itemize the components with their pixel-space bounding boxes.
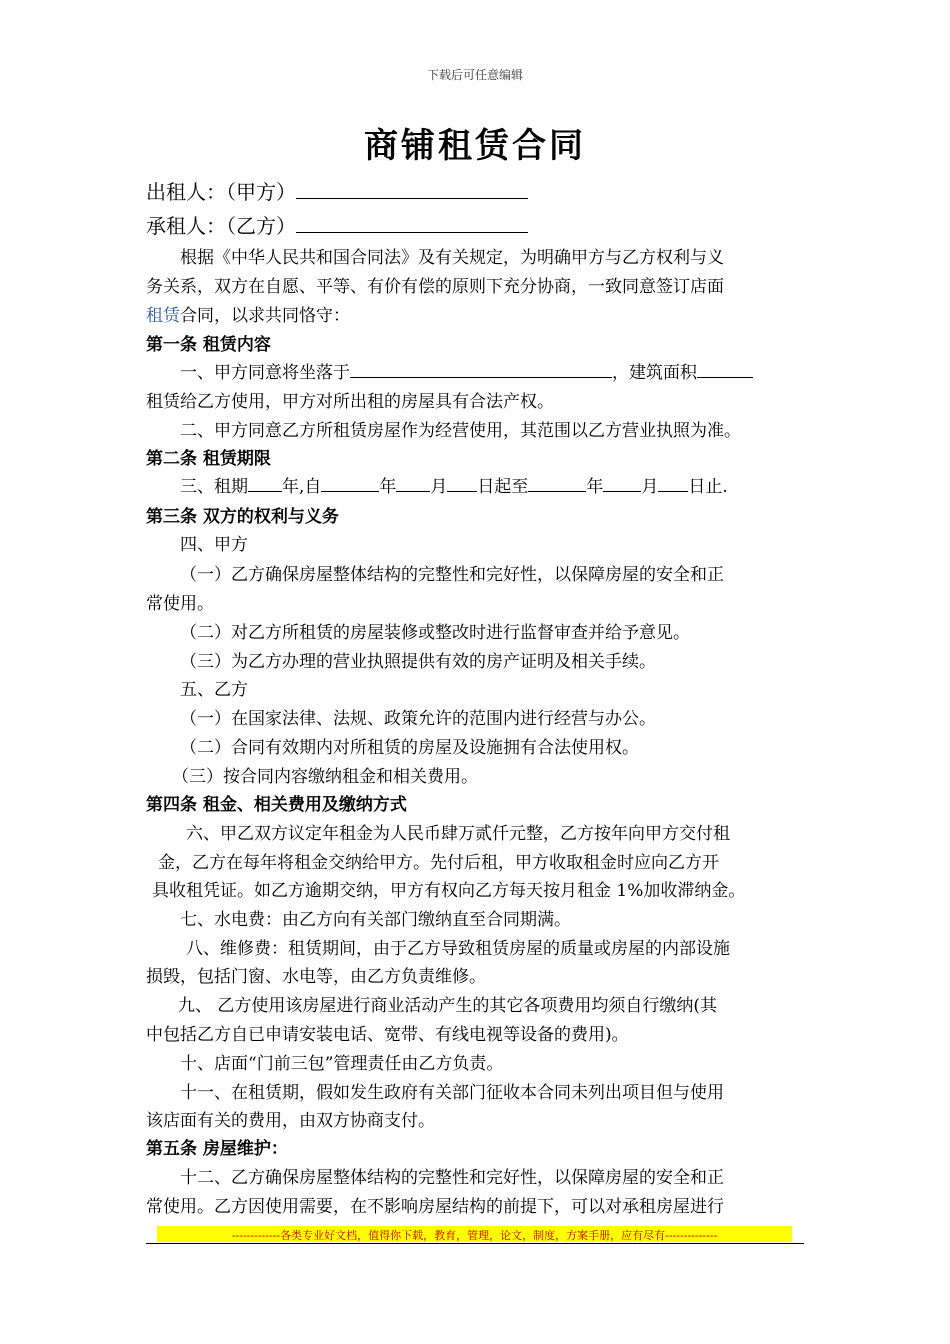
header-note: 下载后可任意编辑: [426, 68, 523, 82]
preamble-line1: 根据《中华人民共和国合同法》及有关规定，为明确甲方与乙方权利与义: [180, 248, 724, 268]
article-5-heading: 第五条 房屋维护：: [146, 1139, 288, 1159]
end-day-blank: [658, 474, 688, 492]
preamble-line2: 务关系，双方在自愿、平等、有价有偿的原则下充分协商，一致同意签订店面: [146, 277, 724, 297]
start-year-blank: [321, 474, 379, 492]
b-duty-3: （三）按合同内容缴纳租金和相关费用。: [172, 767, 478, 787]
term-label: 三、租期: [180, 477, 248, 497]
party-b-line: [146, 210, 528, 239]
clause-8-line2: 损毁，包括门窗、水电等，由乙方负责维修。: [146, 967, 486, 987]
end-year-label: 年: [586, 477, 604, 497]
article-2-heading: 第二条 租赁期限: [146, 449, 271, 469]
clause-9-line2: 中包括乙方自已申请安装电话、宽带、有线电视等设备的费用)。: [146, 1025, 629, 1045]
party-b-blank: [296, 212, 528, 233]
end-year-blank: [528, 474, 586, 492]
article-3-heading: 第三条 双方的权利与义务: [146, 507, 339, 527]
b-duty-2: （二）合同有效期内对所租赁的房屋及设施拥有合法使用权。: [180, 738, 639, 758]
start-day-label: 日起至: [477, 477, 529, 497]
lease-link[interactable]: 租赁: [146, 306, 180, 326]
end-day-label: 日止.: [688, 477, 728, 497]
a-duty-2: （二）对乙方所租赁的房屋装修或整改时进行监督审查并给予意见。: [180, 623, 690, 643]
end-month-blank: [603, 474, 641, 492]
party-a-line: [146, 176, 528, 205]
article-4-heading: 第四条 租金、相关费用及缴纳方式: [146, 795, 407, 815]
a-duty-3: （三）为乙方办理的营业执照提供有效的房产证明及相关手续。: [180, 652, 656, 672]
clause-1-line2: 租赁给乙方使用，甲方对所出租的房屋具有合法产权。: [146, 392, 554, 412]
clause-7: 七、水电费：由乙方向有关部门缴纳直至合同期满。: [180, 910, 571, 930]
party-b-duties-heading: 五、乙方: [180, 680, 248, 700]
clause-6-line2: 金，乙方在每年将租金交纳给甲方。先付后租，甲方收取租金时应向乙方开: [158, 853, 719, 873]
area-blank: [697, 360, 753, 378]
footer-banner-text: -------------各类专业好文档，值得你下载，教育，管理，论文，制度，方案手册，应有尽有--------------: [231, 1229, 718, 1242]
clause-1-mid: ，建筑面积: [612, 363, 697, 383]
party-a-label: 出租人：（甲方）: [146, 180, 296, 204]
start-year-label: 年: [379, 477, 397, 497]
start-month-blank: [396, 474, 430, 492]
clause-12-line2: 常使用。乙方因使用需要，在不影响房屋结构的前提下，可以对承租房屋进行: [146, 1197, 724, 1217]
clause-6-line3: 具收租凭证。如乙方逾期交纳，甲方有权向乙方每天按月租金 1%加收滞纳金。: [152, 881, 746, 901]
party-b-label: 承租人：（乙方）: [146, 214, 296, 238]
clause-3: [180, 472, 728, 497]
party-a-blank: [296, 178, 528, 199]
preamble-line3: [146, 301, 350, 326]
clause-6-line1: 六、甲乙双方议定年租金为人民币肆万贰仟元整，乙方按年向甲方交付租: [186, 824, 730, 844]
footer-rule: [146, 1243, 804, 1244]
a-duty-1-line1: （一）乙方确保房屋整体结构的完整性和完好性，以保障房屋的安全和正: [180, 565, 724, 585]
clause-1: [180, 358, 753, 383]
start-month-label: 月: [430, 477, 448, 497]
document-title: 商铺租赁合同: [364, 126, 586, 166]
article-1-heading: 第一条 租赁内容: [146, 335, 271, 355]
term-from: 年,自: [282, 477, 322, 497]
clause-1-start: 一、甲方同意将坐落于: [180, 363, 350, 383]
clause-10: 十、店面“门前三包”管理责任由乙方负责。: [180, 1054, 504, 1074]
clause-12-line1: 十二、乙方确保房屋整体结构的完整性和完好性，以保障房屋的安全和正: [180, 1168, 724, 1188]
end-month-label: 月: [641, 477, 659, 497]
a-duty-1-line2: 常使用。: [146, 594, 214, 614]
party-a-duties-heading: 四、甲方: [180, 535, 248, 555]
preamble-line3-rest: 合同，以求共同恪守：: [180, 306, 350, 326]
clause-9-line1: 九、 乙方使用该房屋进行商业活动产生的其它各项费用均须自行缴纳(其: [178, 996, 718, 1016]
term-years-blank: [248, 474, 282, 492]
b-duty-1: （一）在国家法律、法规、政策允许的范围内进行经营与办公。: [180, 709, 656, 729]
clause-11-line1: 十一、在租赁期，假如发生政府有关部门征收本合同未列出项目但与使用: [180, 1083, 724, 1103]
location-blank: [350, 360, 612, 378]
clause-2: 二、甲方同意乙方所租赁房屋作为经营使用，其范围以乙方营业执照为准。: [180, 421, 741, 441]
start-day-blank: [447, 474, 477, 492]
clause-11-line2: 该店面有关的费用，由双方协商支付。: [146, 1111, 435, 1131]
clause-8-line1: 八、维修费：租赁期间，由于乙方导致租赁房屋的质量或房屋的内部设施: [186, 939, 730, 959]
